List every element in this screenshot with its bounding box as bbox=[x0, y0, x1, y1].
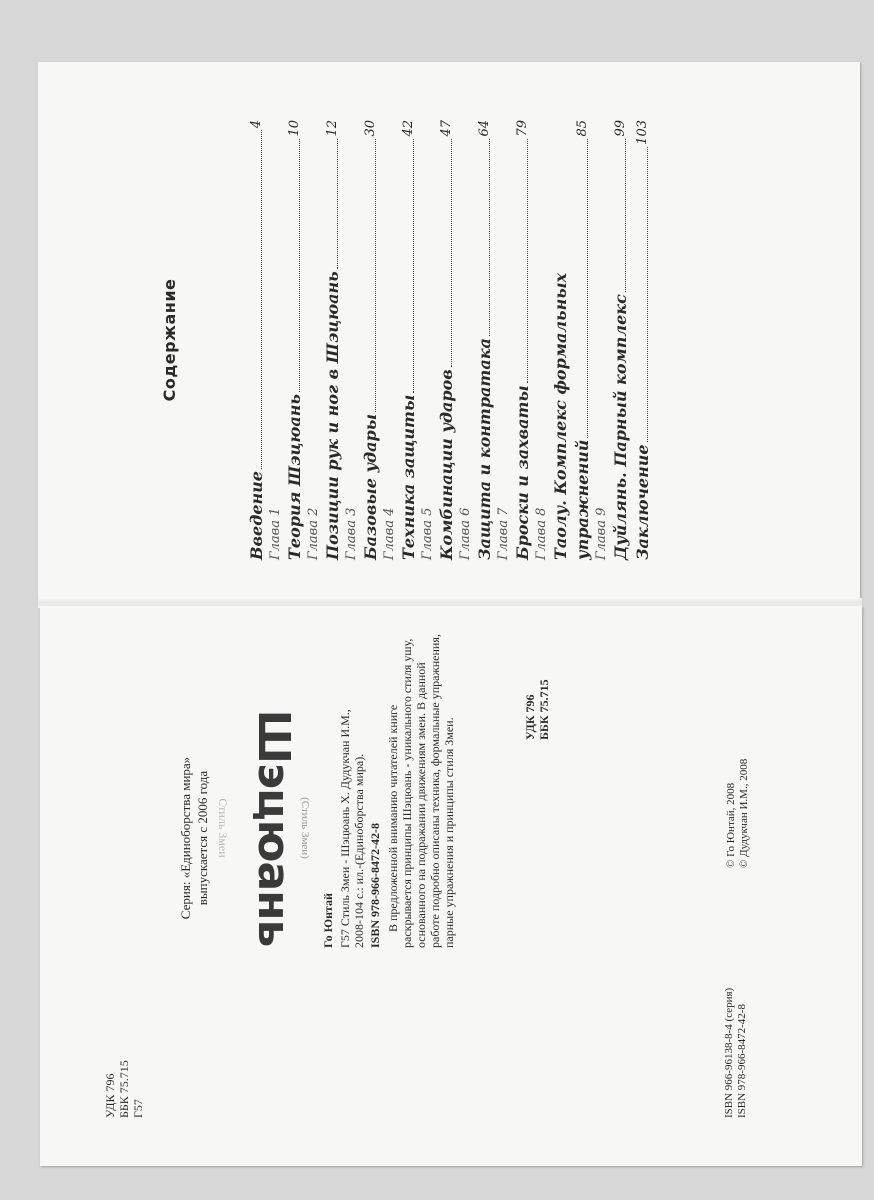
toc-entry bbox=[594, 120, 632, 560]
imprint-block bbox=[103, 618, 793, 1118]
bbk-code: ББК 75.715 bbox=[117, 1060, 131, 1118]
udk-code-right: УДК 796 bbox=[523, 694, 537, 740]
toc-entry-title: Введение bbox=[247, 471, 266, 560]
show-through-text: Стиль Змеи bbox=[216, 798, 230, 858]
toc-entry-title: Теория Шэцюань bbox=[285, 394, 304, 560]
toc-chapter-label: Глава 1 bbox=[268, 507, 283, 560]
isbn-book: ISBN 978-966-8472-42-8 bbox=[736, 1004, 748, 1118]
toc-entry-page: 12 bbox=[325, 120, 340, 137]
series-info bbox=[177, 688, 211, 988]
toc-chapter-label: Глава 9 bbox=[594, 507, 609, 560]
isbn-main: ISBN 978-966-8472-42-8 bbox=[368, 823, 382, 948]
leader-dots bbox=[375, 139, 376, 412]
toc-entry-page: 30 bbox=[363, 120, 378, 137]
series-name: Серия: «Единоборства мира» bbox=[178, 756, 193, 920]
toc-chapter-label: Глава 4 bbox=[382, 507, 397, 560]
classification-codes-right bbox=[523, 620, 551, 740]
leader-dots bbox=[337, 139, 338, 270]
toc-chapter-label: Глава 8 bbox=[534, 507, 549, 560]
copyright-line: © Го Юнтай, 2008 bbox=[725, 782, 737, 868]
toc-entry-page: 64 bbox=[477, 120, 492, 137]
annotation-text: В предложенной вниманию читателей книге раскрывается принципы Шэцюань - уникального стиля ушу, основанного на подражании движениям змеи. В данной работе подробно описаны техника, формальные упражнения, парные упражнения и принципы стиля Змеи. bbox=[386, 634, 456, 948]
leader-dots bbox=[625, 139, 626, 293]
leader-dots bbox=[587, 139, 588, 438]
toc-entry bbox=[306, 120, 344, 560]
toc-chapter-label: Глава 2 bbox=[306, 507, 321, 560]
toc-entry-title: Защита и контратака bbox=[475, 338, 494, 560]
copyright-line: © Дудукчан И.М., 2008 bbox=[738, 758, 750, 868]
toc-chapter-label: Глава 3 bbox=[344, 507, 359, 560]
toc-heading: Содержание bbox=[160, 278, 179, 402]
toc-chapter-label: Глава 5 bbox=[420, 507, 435, 560]
bibliographic-description bbox=[338, 633, 456, 948]
toc-entry bbox=[420, 120, 458, 560]
toc-entry-title-continued: упражнений bbox=[573, 439, 592, 560]
toc-entry-title: Техника защиты bbox=[399, 394, 418, 560]
toc-entry bbox=[496, 120, 534, 560]
udk-code: УДК 796 bbox=[103, 1073, 117, 1118]
show-through-title: Шэцюань bbox=[248, 709, 299, 947]
leader-dots bbox=[413, 139, 414, 393]
toc-entry-page: 4 bbox=[249, 120, 264, 129]
toc-chapter-label: Глава 7 bbox=[496, 507, 511, 560]
toc-entry bbox=[382, 120, 420, 560]
leader-dots bbox=[647, 147, 648, 443]
toc-entry-title: Базовые удары bbox=[361, 414, 380, 560]
isbn-series: ISBN 966-96138-8-4 (серия) bbox=[723, 987, 735, 1118]
toc-entry-title: Дуйлянь. Парный комплекс bbox=[611, 294, 630, 560]
toc-entry-title: Таолу. Комплекс формальных bbox=[551, 272, 570, 560]
leader-dots bbox=[489, 139, 490, 337]
toc-entry-title: Комбинации ударов bbox=[437, 369, 456, 560]
show-through-subtitle: (Стиль Змеи) bbox=[299, 797, 311, 859]
series-since: выпускается с 2006 года bbox=[195, 770, 210, 906]
toc-entry bbox=[632, 120, 654, 560]
toc-entry-title: Позиции рук и ног в Шэцюань bbox=[323, 271, 342, 560]
toc-entry bbox=[534, 120, 594, 560]
toc-entry-title: Броски и захваты bbox=[513, 385, 532, 560]
toc-entry-page: 47 bbox=[439, 120, 454, 137]
leader-dots bbox=[451, 139, 452, 368]
bib-line: 2008-104 с.: ил.-(Единоборства мира). bbox=[352, 753, 366, 948]
leader-dots bbox=[527, 139, 528, 384]
leader-dots bbox=[299, 139, 300, 393]
toc-entry-page: 10 bbox=[287, 120, 302, 137]
toc-entry-page: 99 bbox=[613, 120, 628, 137]
toc-entry-page: 103 bbox=[635, 120, 650, 145]
toc-entry-page: 79 bbox=[515, 120, 530, 137]
author-name: Го Юнтай bbox=[321, 893, 335, 948]
toc-entry-page: 85 bbox=[575, 120, 590, 137]
toc-entry bbox=[344, 120, 382, 560]
toc-chapter-label: Глава 6 bbox=[458, 507, 473, 560]
toc-entry-title: Заключение bbox=[633, 444, 652, 560]
classification-codes bbox=[103, 998, 145, 1118]
author-code: Г57 bbox=[131, 1099, 145, 1118]
bib-line: Г57 Стиль Змеи - Шэцюань Х. Дудукчан И.М., bbox=[338, 709, 352, 948]
toc-entry-page: 42 bbox=[401, 120, 416, 137]
toc-list bbox=[246, 120, 654, 560]
bbk-code-right: ББК 75.715 bbox=[537, 679, 551, 740]
copyright-notice bbox=[725, 628, 751, 868]
table-of-contents bbox=[160, 120, 716, 560]
leader-dots bbox=[261, 130, 262, 469]
toc-entry bbox=[458, 120, 496, 560]
isbn-list bbox=[723, 878, 749, 1118]
toc-entry bbox=[268, 120, 306, 560]
toc-entry bbox=[246, 120, 268, 560]
